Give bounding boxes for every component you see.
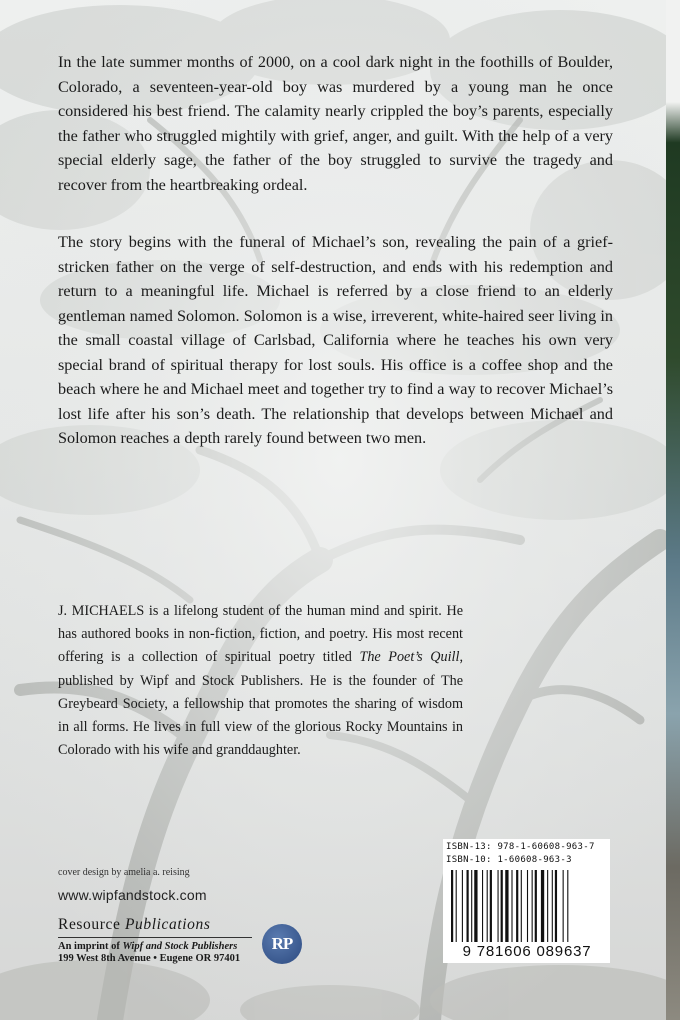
barcode-bar	[527, 870, 528, 942]
synopsis-paragraph-2	[58, 230, 613, 451]
imprint-name: Wipf and Stock Publishers	[122, 941, 238, 952]
rp-logo: RP	[262, 924, 302, 964]
barcode-bar	[482, 870, 483, 942]
author-bio-text-2: , published by Wipf and Stock Publishers. He is the founder of The Greybeard Society, a fellowship that promotes the sharing of wisdom in all forms. He lives in full view of the glorious Rocky Mountains in Colorado with his wife and granddaughter.	[58, 649, 463, 759]
publisher-address: 199 West 8th Avenue • Eugene OR 97401	[58, 953, 241, 964]
barcode-bar	[505, 870, 508, 942]
barcode-bar	[563, 870, 564, 942]
isbn-10: ISBN-10: 1-60608-963-3	[446, 855, 572, 865]
barcode-bar	[511, 870, 512, 942]
barcode-bar	[521, 870, 522, 942]
author-bio-text-1: J. MICHAELS is a lifelong student of the human mind and spirit. He has authored books in non-fiction, fiction, and poetry. His most recent offering is a collection of spiritual poetry titled	[58, 603, 463, 666]
barcode-bars	[451, 870, 604, 942]
barcode-bar	[471, 870, 472, 942]
barcode-bar	[541, 870, 544, 942]
barcode-number: 9 781606 089637	[462, 943, 592, 960]
publisher-name	[58, 916, 211, 934]
isbn-13: ISBN-13: 978-1-60608-963-7	[446, 842, 595, 852]
synopsis-text-1: In the late summer months of 2000, on a cool dark night in the foothills of Boulder, Colorado, a seventeen-year-old boy was murdered by a young man he once considered his best friend. The calamity nearly crippled the boy’s parents, especially the father who struggled mightily with grief, anger, and guilt. With the help of a very special elderly sage, the father of the boy struggled to survive the tragedy and recover from the heartbreaking ordeal.	[58, 53, 613, 194]
barcode-bar	[535, 870, 537, 942]
publisher-name-resource: Resource	[58, 916, 125, 933]
author-bio	[58, 600, 463, 762]
barcode-bar	[501, 870, 503, 942]
barcode-bar	[462, 870, 463, 942]
barcode-bar	[516, 870, 518, 942]
barcode-bar	[474, 870, 477, 942]
barcode-bar	[567, 870, 568, 942]
barcode-bar	[487, 870, 488, 942]
barcode-bar	[467, 870, 469, 942]
publisher-divider	[58, 937, 252, 938]
barcode-bar	[547, 870, 548, 942]
front-cover-edge	[666, 0, 680, 1020]
barcode-bar	[456, 870, 457, 942]
barcode-bar	[451, 870, 453, 942]
barcode-bar	[490, 870, 492, 942]
publisher-url[interactable]: www.wipfandstock.com	[58, 887, 207, 903]
book-title: The Poet’s Quill	[359, 649, 460, 666]
barcode-bar	[498, 870, 499, 942]
imprint-prefix: An imprint of	[58, 941, 123, 952]
barcode-bar	[552, 870, 553, 942]
synopsis-paragraph-1	[58, 50, 613, 197]
barcode-bar	[555, 870, 557, 942]
synopsis-text-2: The story begins with the funeral of Michael’s son, revealing the pain of a grief-stricken father on the verge of self-destruction, and ends with his redemption and return to a meaningful life. Michael is referred by a close friend to an elderly gentleman named Solomon. Solomon is a wise, irreverent, white-haired seer living in the small coastal village of Carlsbad, California where he teaches his own very special brand of spiritual therapy for lost souls. His office is a coffee shop and the beach where he and Michael meet and together try to find a way to recover Michael’s lost life after his son’s death. The relationship that develops between Michael and Solomon reaches a depth rarely found between two men.	[58, 233, 613, 447]
cover-design-credit: cover design by amelia a. reising	[58, 867, 190, 878]
barcode-bar	[532, 870, 533, 942]
publisher-imprint	[58, 941, 237, 953]
publisher-name-publications: Publications	[124, 916, 211, 933]
